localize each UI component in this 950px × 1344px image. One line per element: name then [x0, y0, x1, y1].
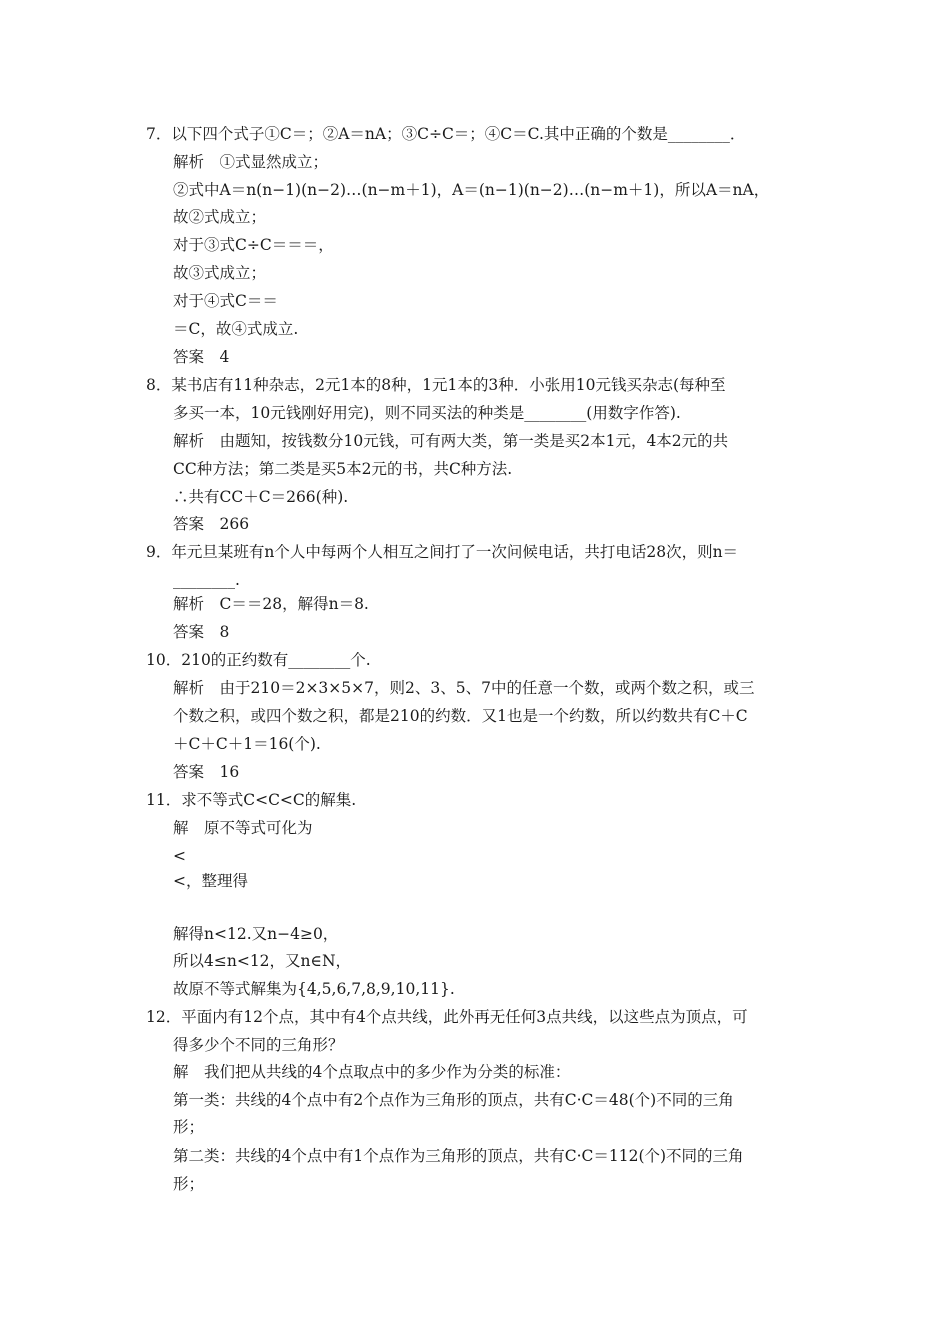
solution-line: 解析 由于210＝2×3×5×7，则2、3、5、7中的任意一个数，或两个数之积，或三	[173, 679, 755, 697]
question-8-line: 8．某书店有11种杂志，2元1本的8种，1元1本的3种．小张用10元钱买杂志(每种至	[146, 376, 726, 394]
solution-line: 解析 由题知，按钱数分10元钱，可有两大类，第一类是买2本1元，4本2元的共	[173, 432, 729, 450]
answer-line: 答案 16	[173, 763, 240, 781]
solution-line: <	[173, 847, 186, 865]
solution-line: 故原不等式解集为{4,5,6,7,8,9,10,11}.	[173, 980, 455, 998]
solution-line: 第一类：共线的4个点中有2个点作为三角形的顶点，共有C·C＝48(个)不同的三角	[173, 1091, 734, 1109]
solution-line: 故③式成立；	[173, 264, 267, 282]
solution-line: 个数之积，或四个数之积，都是210的约数．又1也是一个约数，所以约数共有C＋C	[173, 707, 748, 725]
solution-line: 故②式成立；	[173, 208, 267, 226]
answer-line: 答案 4	[173, 348, 230, 366]
solution-line: ∴共有CC＋C＝266(种).	[173, 488, 349, 506]
solution-line: ＝C，故④式成立.	[173, 320, 299, 338]
solution-line: 解 我们把从共线的4个点取点中的多少作为分类的标准：	[173, 1063, 571, 1081]
solution-line: 对于③式C÷C＝＝＝，	[173, 236, 334, 254]
solution-line: 解 原不等式可化为	[173, 819, 313, 837]
answer-line: 答案 8	[173, 623, 230, 641]
question-11-line: 11．求不等式C<C<C的解集.	[146, 791, 357, 809]
solution-line: 所以4≤n<12，又n∈N，	[173, 952, 352, 970]
question-8-continuation: 多买一本，10元钱刚好用完)，则不同买法的种类是________(用数字作答).	[173, 404, 681, 422]
solution-line: 解得n<12.又n−4≥0，	[173, 925, 339, 943]
question-9-line: 9．年元旦某班有n个人中每两个人相互之间打了一次问候电话，共打电话28次，则n＝	[146, 543, 739, 561]
solution-line: 对于④式C＝＝	[173, 292, 278, 310]
question-7-line: 7．以下四个式子①C＝；②A＝nA；③C÷C＝；④C＝C.其中正确的个数是________．	[146, 125, 746, 143]
question-9-continuation: ________.	[173, 571, 240, 589]
solution-line: ＋C＋C＋1＝16(个).	[173, 735, 321, 753]
solution-line: <，整理得	[173, 872, 248, 890]
solution-line: CC种方法；第二类是买5本2元的书，共C种方法.	[173, 460, 513, 478]
solution-line: 解析 C＝＝28，解得n＝8.	[173, 595, 369, 613]
question-12-line: 12．平面内有12个点，其中有4个点共线，此外再无任何3点共线，以这些点为顶点，可	[146, 1008, 748, 1026]
solution-line: 第二类：共线的4个点中有1个点作为三角形的顶点，共有C·C＝112(个)不同的三角	[173, 1147, 744, 1165]
solution-line: ②式中A＝n(n−1)(n−2)…(n−m＋1)，A＝(n−1)(n−2)…(n−m＋1)，所以A＝nA，	[173, 181, 770, 199]
solution-line: 解析 ①式显然成立；	[173, 153, 329, 171]
solution-line: 形；	[173, 1118, 205, 1136]
question-10-line: 10．210的正约数有________个.	[146, 651, 371, 669]
question-12-continuation: 得多少个不同的三角形？	[173, 1036, 344, 1054]
solution-line: 形；	[173, 1175, 205, 1193]
answer-line: 答案 266	[173, 515, 250, 533]
